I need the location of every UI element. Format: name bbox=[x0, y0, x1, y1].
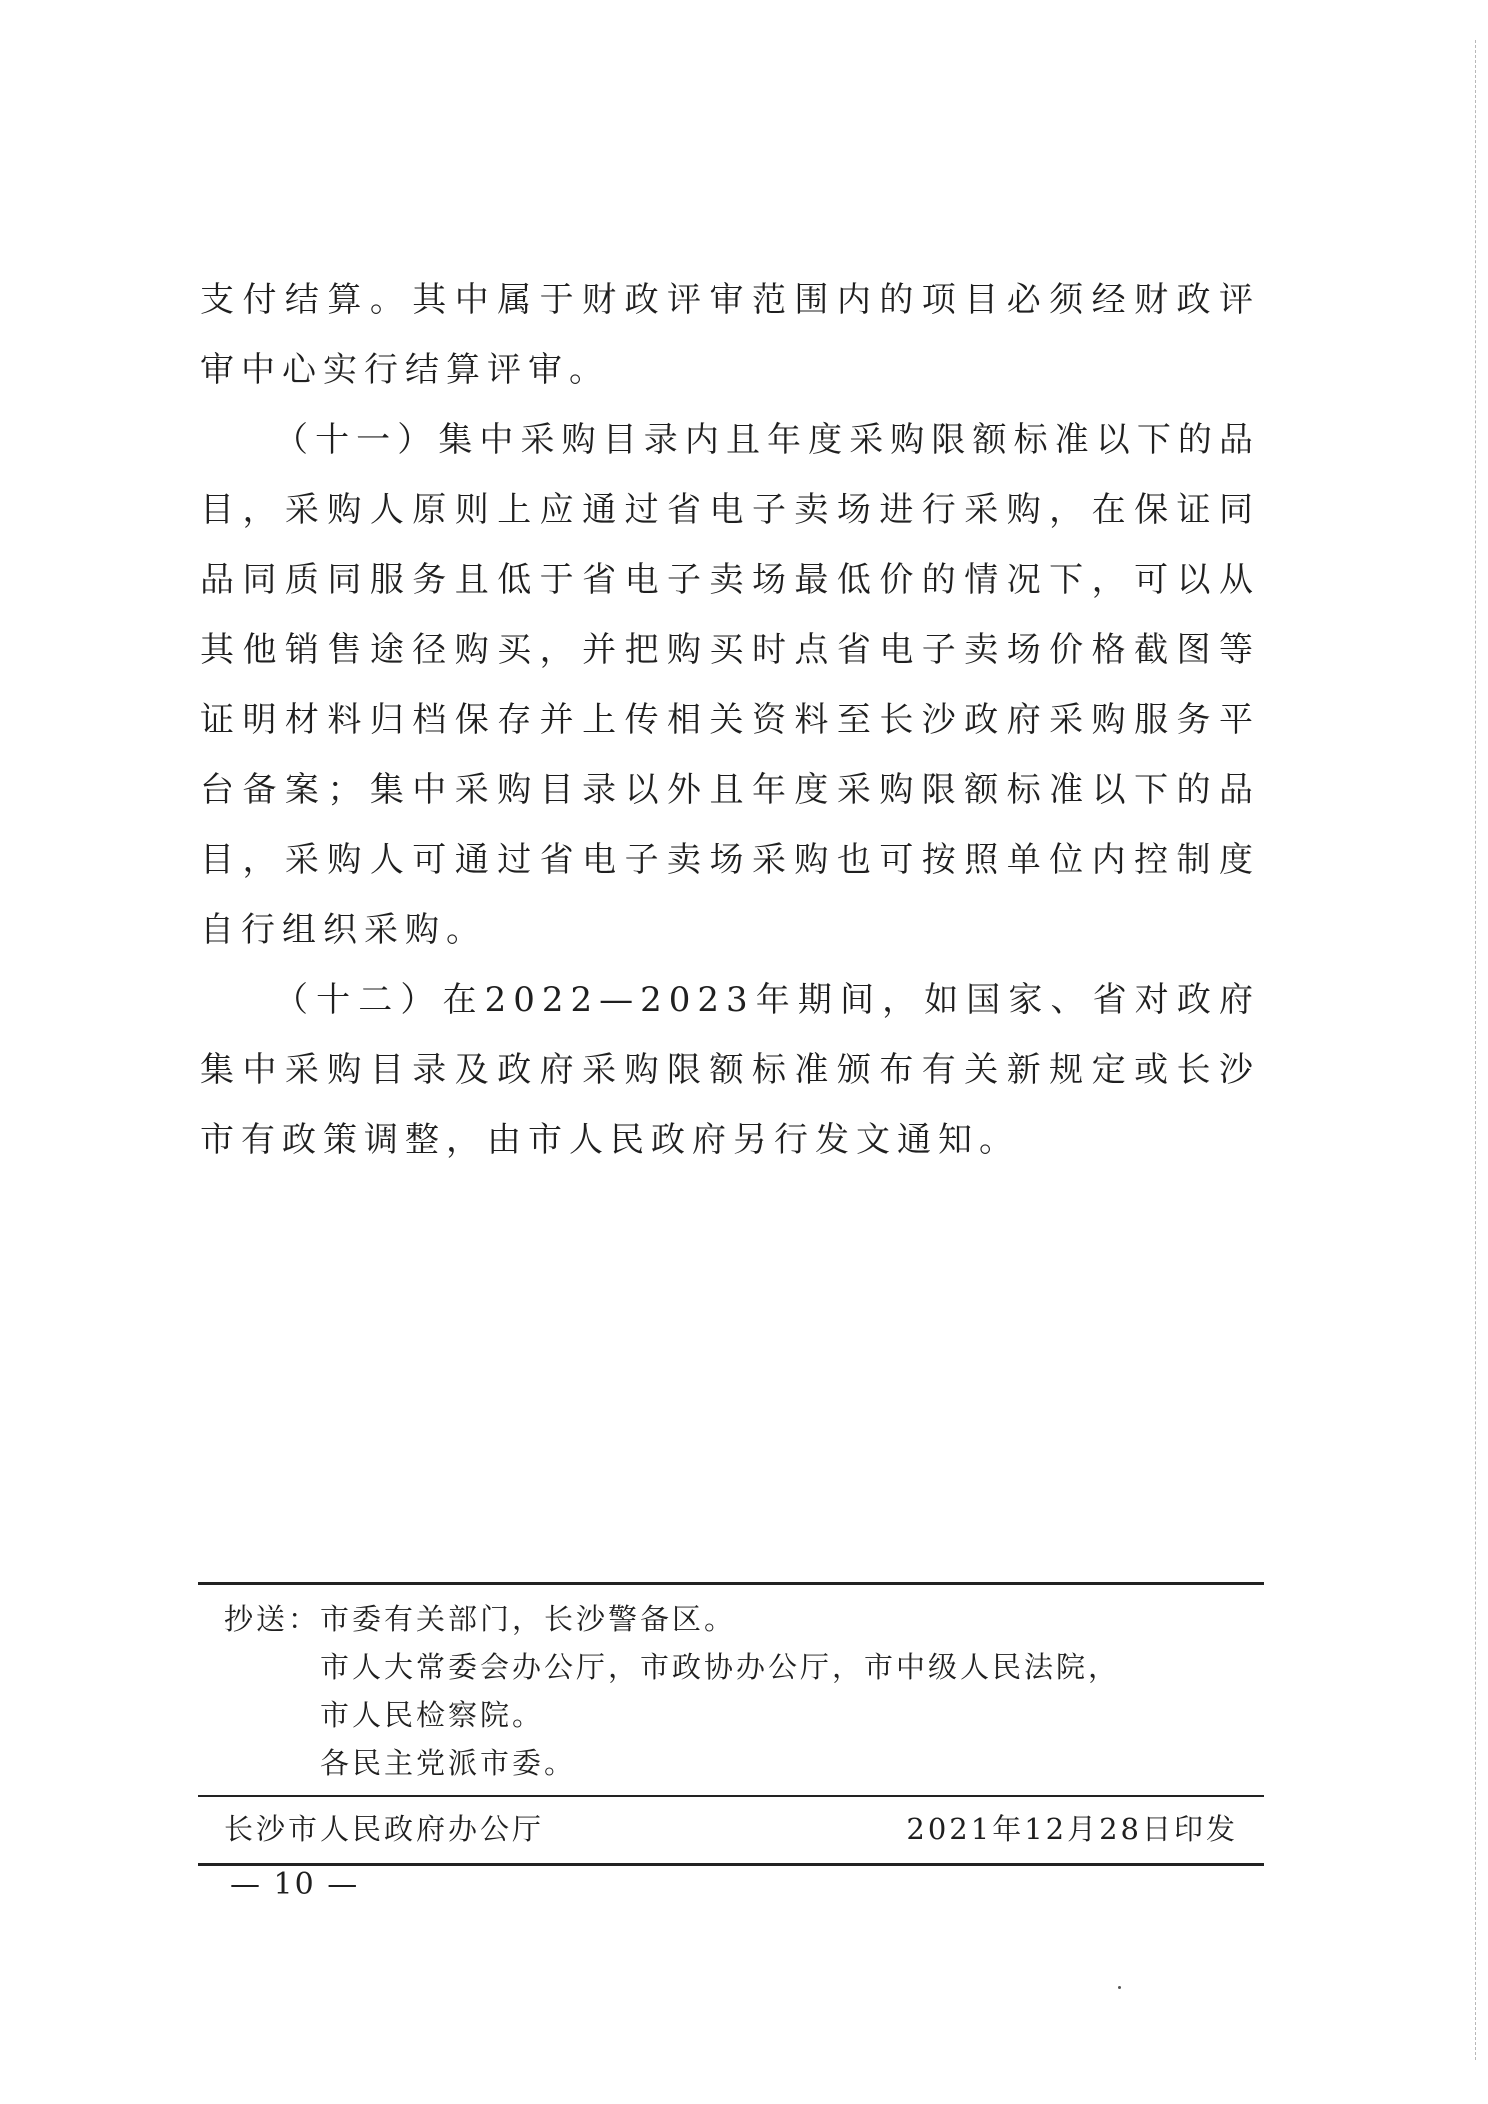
scan-edge-artifact bbox=[1475, 40, 1482, 2060]
cc-line: 各民主党派市委。 bbox=[320, 1746, 577, 1780]
cc-line: 市委有关部门，长沙警备区。 bbox=[320, 1602, 737, 1636]
issuer-row bbox=[198, 1797, 1264, 1863]
cc-row bbox=[224, 1595, 1264, 1787]
issue-date: 2021年12月28日印发 bbox=[906, 1812, 1238, 1846]
bottom-rule bbox=[198, 1863, 1264, 1866]
distribution-block bbox=[198, 1582, 1264, 1866]
paragraph-eleven: （十一）集中采购目录内且年度采购限额标准以下的品目，采购人原则上应通过省电子卖场进行采购，在保证同品同质同服务且低于省电子卖场最低价的情况下，可以从其他销售途径购买，并把购买时点省电子卖场价格截图等证明材料归档保存并上传相关资料至长沙政府采购服务平台备案；集中采购目录以外且年度采购限额标准以下的品目，采购人可通过省电子卖场采购也可按照单位内控制度自行组织采购。 bbox=[200, 420, 1260, 950]
page-number: — 10 — bbox=[230, 1867, 360, 1902]
cc-section bbox=[198, 1585, 1264, 1795]
document-body bbox=[200, 265, 1260, 1175]
issuer-name: 长沙市人民政府办公厅 bbox=[224, 1812, 545, 1846]
cc-label: 抄送： bbox=[224, 1602, 321, 1636]
cc-line: 市人大常委会办公厅，市政协办公厅，市中级人民法院， bbox=[320, 1650, 1121, 1684]
cc-recipients bbox=[320, 1595, 1264, 1787]
cc-line: 市人民检察院。 bbox=[320, 1698, 545, 1732]
paragraph-settlement: 支付结算。其中属于财政评审范围内的项目必须经财政评审中心实行结算评审。 bbox=[200, 280, 1260, 390]
paragraph-twelve: （十二）在2022—2023年期间，如国家、省对政府集中采购目录及政府采购限额标准颁布有关新规定或长沙市有政策调整，由市人民政府另行发文通知。 bbox=[200, 980, 1260, 1160]
scan-speck bbox=[1118, 1986, 1121, 1989]
